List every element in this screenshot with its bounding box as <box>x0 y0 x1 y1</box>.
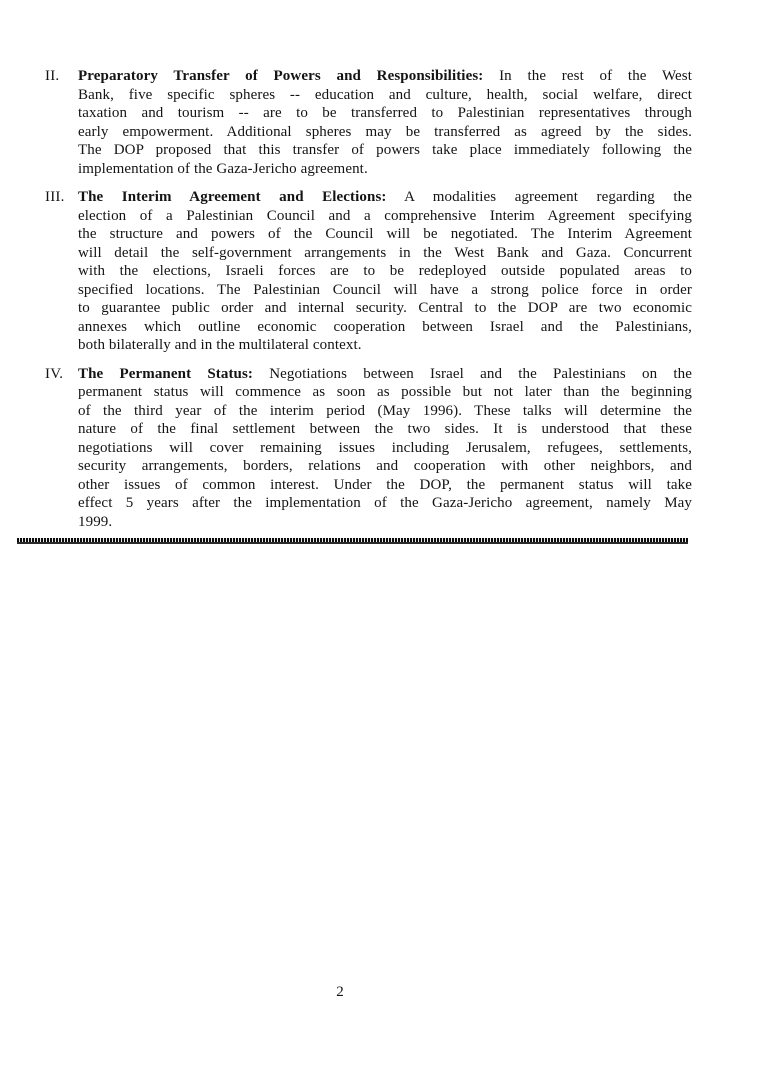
document-line: will detail the self-government arrangements in the West Bank and Gaza. Concurrent <box>78 244 692 261</box>
horizontal-divider <box>17 538 688 544</box>
document-line <box>78 188 692 207</box>
document-line: taxation and tourism -- are to be transferred to Palestinian representatives through <box>78 105 692 121</box>
heading-line-rest: Negotiations between Israel and the Palestinians on the <box>269 365 692 382</box>
document-line: election of a Palestinian Council and a comprehensive Interim Agreement specifying <box>78 207 692 224</box>
section-permanent-status <box>45 365 692 532</box>
document-line: specified locations. The Palestinian Council will have a strong police force in order <box>78 281 692 298</box>
document-line: security arrangements, borders, relations and cooperation with other neighbors, and <box>78 458 692 474</box>
document-line: with the elections, Israeli forces are to be redeployed outside populated areas to <box>78 263 692 279</box>
document-line <box>78 67 692 86</box>
document-line: other issues of common interest. Under the DOP, the permanent status will take <box>78 476 692 493</box>
document-line: permanent status will commence as soon as possible but not later than the beginning <box>78 384 692 400</box>
document-line: Bank, five specific spheres -- education and culture, health, social welfare, direct <box>78 86 692 103</box>
section-paragraph <box>78 67 692 178</box>
section-heading: The Interim Agreement and Elections: <box>78 189 387 205</box>
document-line <box>78 365 692 384</box>
document-line: implementation of the Gaza-Jericho agreement. <box>78 160 368 177</box>
section-heading: Preparatory Transfer of Powers and Responsibilities: <box>78 68 484 84</box>
document-line: annexes which outline economic cooperation between Israel and the Palestinians, <box>78 318 692 335</box>
document-body <box>45 67 692 541</box>
document-line: the structure and powers of the Council will be negotiated. The Interim Agreement <box>78 226 692 242</box>
document-line: to guarantee public order and internal security. Central to the DOP are two economic <box>78 300 692 316</box>
document-line: negotiations will cover remaining issues including Jerusalem, refugees, settlements, <box>78 439 692 456</box>
section-heading: The Permanent Status: <box>78 365 254 382</box>
page-number: 2 <box>336 984 344 1000</box>
document-line: of the third year of the interim period (May 1996). These talks will determine the <box>78 402 692 419</box>
section-numeral: III. <box>45 189 65 205</box>
heading-line-rest: A modalities agreement regarding the <box>404 189 693 205</box>
document-line: nature of the final settlement between the two sides. It is understood that these <box>78 421 692 437</box>
document-line: 1999. <box>78 513 113 530</box>
section-numeral: IV. <box>45 365 64 382</box>
section-interim-agreement <box>45 188 692 355</box>
heading-line-rest: In the rest of the West <box>499 68 692 84</box>
document-line: The DOP proposed that this transfer of powers take place immediately following the <box>78 142 692 158</box>
document-line: both bilaterally and in the multilateral context. <box>78 337 362 353</box>
section-preparatory-transfer <box>45 67 692 178</box>
document-line: early empowerment. Additional spheres may be transferred as agreed by the sides. <box>78 123 692 140</box>
section-paragraph <box>78 188 692 355</box>
section-paragraph <box>78 365 692 532</box>
section-numeral: II. <box>45 68 60 84</box>
document-line: effect 5 years after the implementation of the Gaza-Jericho agreement, namely May <box>78 495 692 511</box>
